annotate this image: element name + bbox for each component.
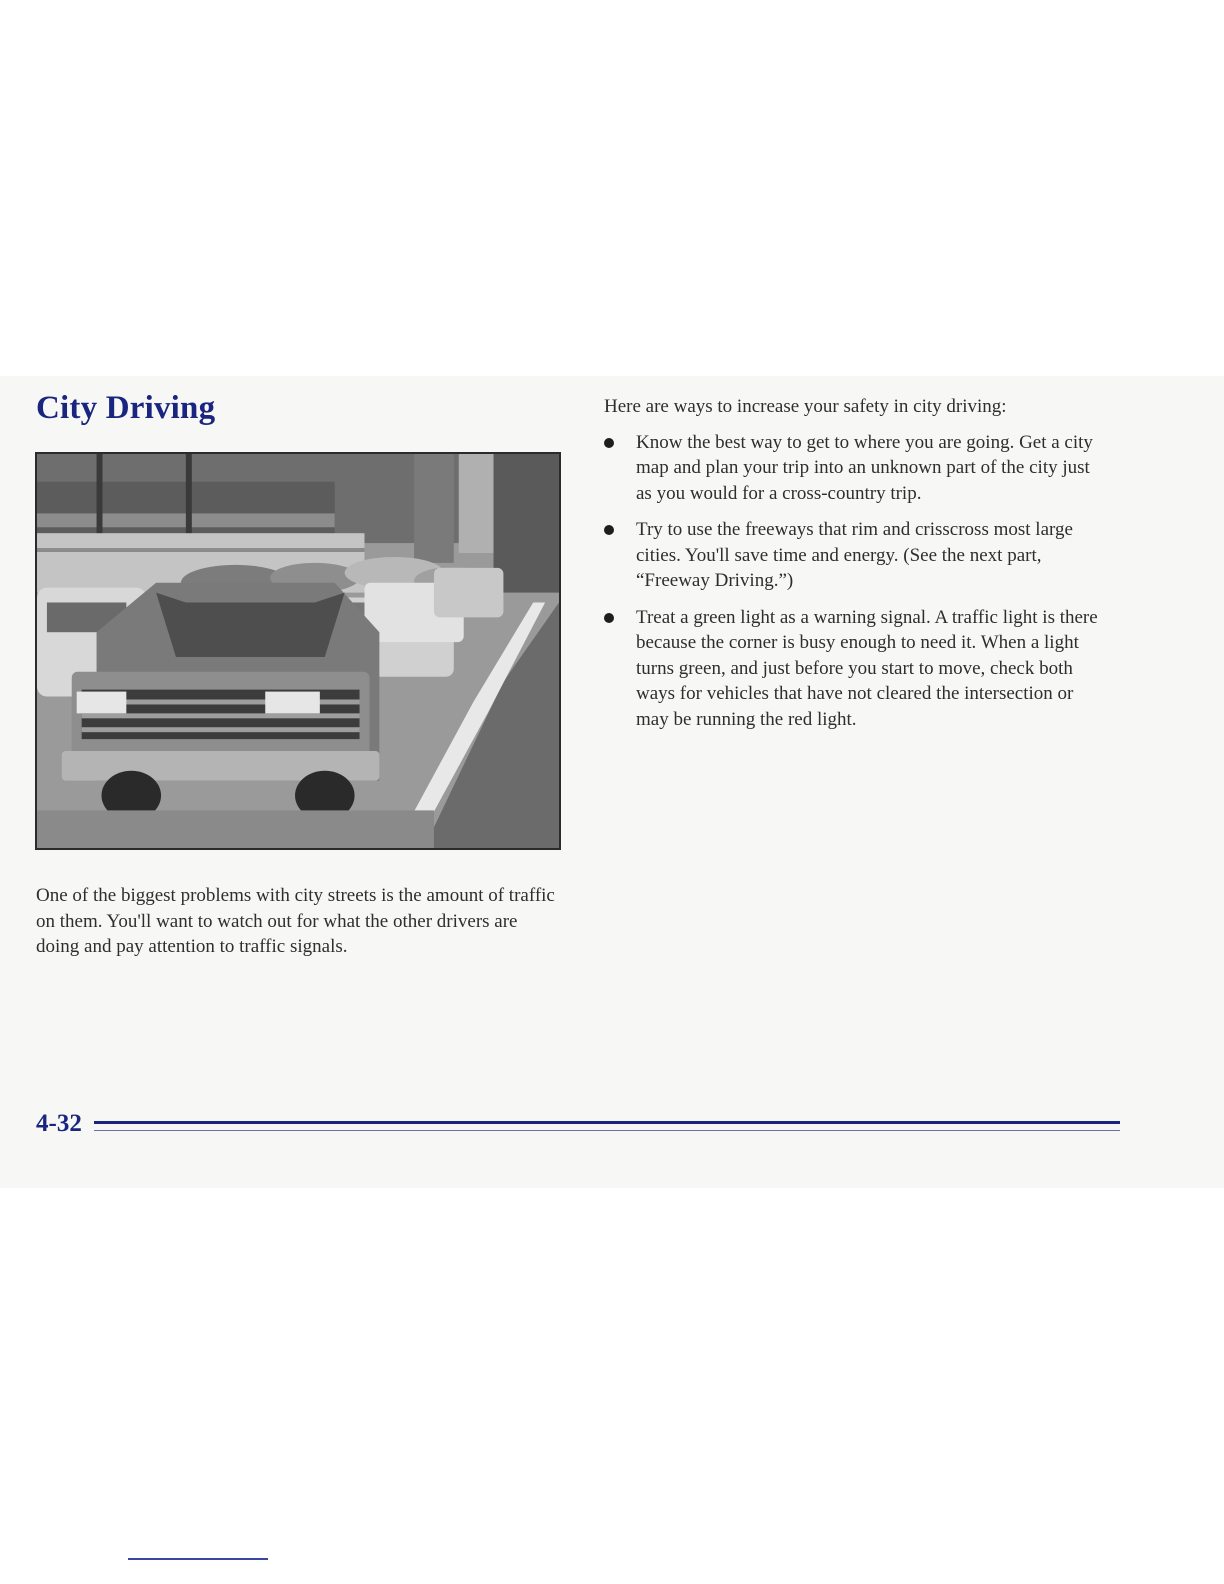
bullet-icon	[604, 613, 614, 623]
list-item-text: Treat a green light as a warning signal. A traffic light is there because the corner is busy enough to need it. When a light turns green, and just before you start to move, check both ways for vehicles that have not cleared the intersection or may be running the red light.	[636, 606, 1098, 730]
bullet-icon	[604, 438, 614, 448]
intro-paragraph: One of the biggest problems with city streets is the amount of traffic on them. You'll want to watch out for what the other drivers are doing and pay attention to traffic signals.	[36, 885, 555, 957]
tips-column	[604, 394, 1104, 743]
section-title: City Driving	[36, 390, 216, 426]
tips-list	[604, 430, 1104, 733]
bottom-divider	[128, 1558, 268, 1560]
page-number: 4-32	[36, 1110, 82, 1137]
bullet-icon	[604, 525, 614, 535]
list-item	[604, 517, 1104, 594]
list-item-text: Know the best way to get to where you are going. Get a city map and plan your trip into an unknown part of the city just as you would for a cross-country trip.	[636, 431, 1093, 504]
footer-rule-thin	[94, 1130, 1120, 1131]
footer-rule	[94, 1121, 1120, 1124]
traffic-jam-illustration	[35, 452, 561, 850]
page-footer	[36, 1110, 1120, 1150]
list-item	[604, 605, 1104, 733]
list-item-text: Try to use the freeways that rim and crisscross most large cities. You'll save time and energy. (See the next part, “Freeway Driving.”)	[636, 519, 1073, 591]
tips-intro: Here are ways to increase your safety in city driving:	[604, 396, 1007, 417]
list-item	[604, 430, 1104, 507]
